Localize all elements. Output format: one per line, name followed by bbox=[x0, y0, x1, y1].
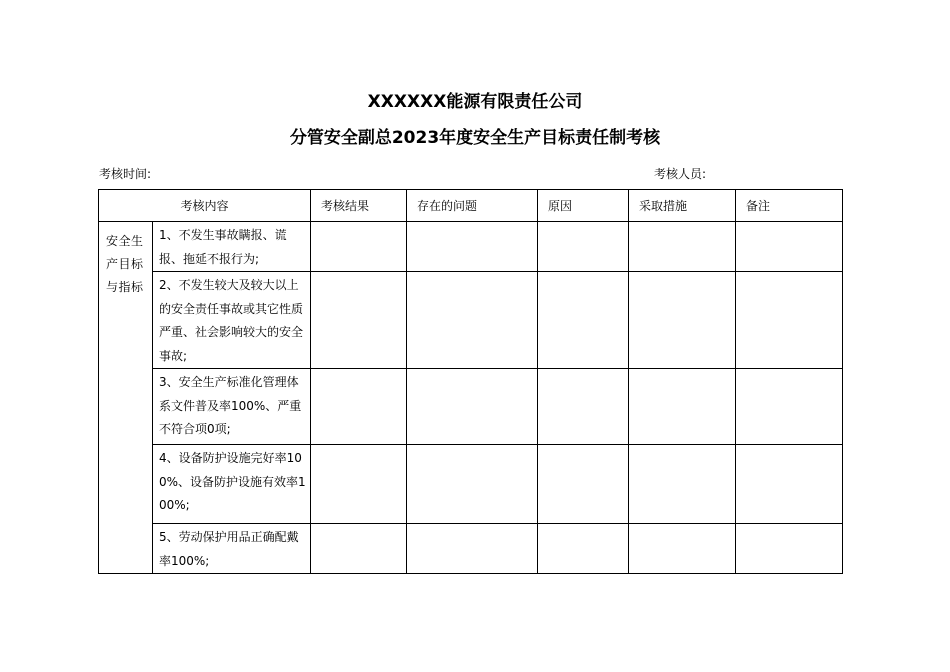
header-problems: 存在的问题 bbox=[407, 190, 538, 222]
company-title: XXXXXX能源有限责任公司 bbox=[367, 92, 583, 112]
table-row bbox=[99, 222, 843, 272]
reason-cell[interactable] bbox=[538, 445, 629, 524]
table-header-row bbox=[99, 190, 843, 222]
problems-cell[interactable] bbox=[407, 524, 538, 574]
category-cell: 安全生产目标与指标 bbox=[99, 222, 153, 574]
assessment-table bbox=[98, 189, 843, 574]
reason-cell[interactable] bbox=[538, 524, 629, 574]
result-cell[interactable] bbox=[311, 445, 407, 524]
item-cell: 5、劳动保护用品正确配戴率100%; bbox=[153, 524, 311, 574]
reason-cell[interactable] bbox=[538, 272, 629, 369]
table-row bbox=[99, 369, 843, 445]
result-cell[interactable] bbox=[311, 369, 407, 445]
item-cell: 4、设备防护设施完好率100%、设备防护设施有效率100%; bbox=[153, 445, 311, 524]
header-content: 考核内容 bbox=[99, 190, 311, 222]
remarks-cell[interactable] bbox=[736, 222, 843, 272]
remarks-cell[interactable] bbox=[736, 272, 843, 369]
remarks-cell[interactable] bbox=[736, 369, 843, 445]
result-cell[interactable] bbox=[311, 222, 407, 272]
assessment-time-label: 考核时间: bbox=[99, 167, 152, 181]
header-reason: 原因 bbox=[538, 190, 629, 222]
problems-cell[interactable] bbox=[407, 272, 538, 369]
item-cell: 2、不发生较大及较大以上的安全责任事故或其它性质严重、社会影响较大的安全事故; bbox=[153, 272, 311, 369]
problems-cell[interactable] bbox=[407, 222, 538, 272]
item-cell: 1、不发生事故瞒报、谎报、拖延不报行为; bbox=[153, 222, 311, 272]
table-row bbox=[99, 524, 843, 574]
measures-cell[interactable] bbox=[629, 524, 736, 574]
header-measures: 采取措施 bbox=[629, 190, 736, 222]
table-row bbox=[99, 445, 843, 524]
measures-cell[interactable] bbox=[629, 222, 736, 272]
measures-cell[interactable] bbox=[629, 445, 736, 524]
result-cell[interactable] bbox=[311, 524, 407, 574]
assessor-label: 考核人员: bbox=[654, 167, 707, 181]
reason-cell[interactable] bbox=[538, 369, 629, 445]
header-remarks: 备注 bbox=[736, 190, 843, 222]
reason-cell[interactable] bbox=[538, 222, 629, 272]
problems-cell[interactable] bbox=[407, 445, 538, 524]
document-subtitle: 分管安全副总2023年度安全生产目标责任制考核 bbox=[289, 128, 661, 148]
header-result: 考核结果 bbox=[311, 190, 407, 222]
table-row bbox=[99, 272, 843, 369]
problems-cell[interactable] bbox=[407, 369, 538, 445]
remarks-cell[interactable] bbox=[736, 445, 843, 524]
remarks-cell[interactable] bbox=[736, 524, 843, 574]
measures-cell[interactable] bbox=[629, 369, 736, 445]
item-cell: 3、安全生产标准化管理体系文件普及率100%、严重不符合项0项; bbox=[153, 369, 311, 445]
result-cell[interactable] bbox=[311, 272, 407, 369]
measures-cell[interactable] bbox=[629, 272, 736, 369]
